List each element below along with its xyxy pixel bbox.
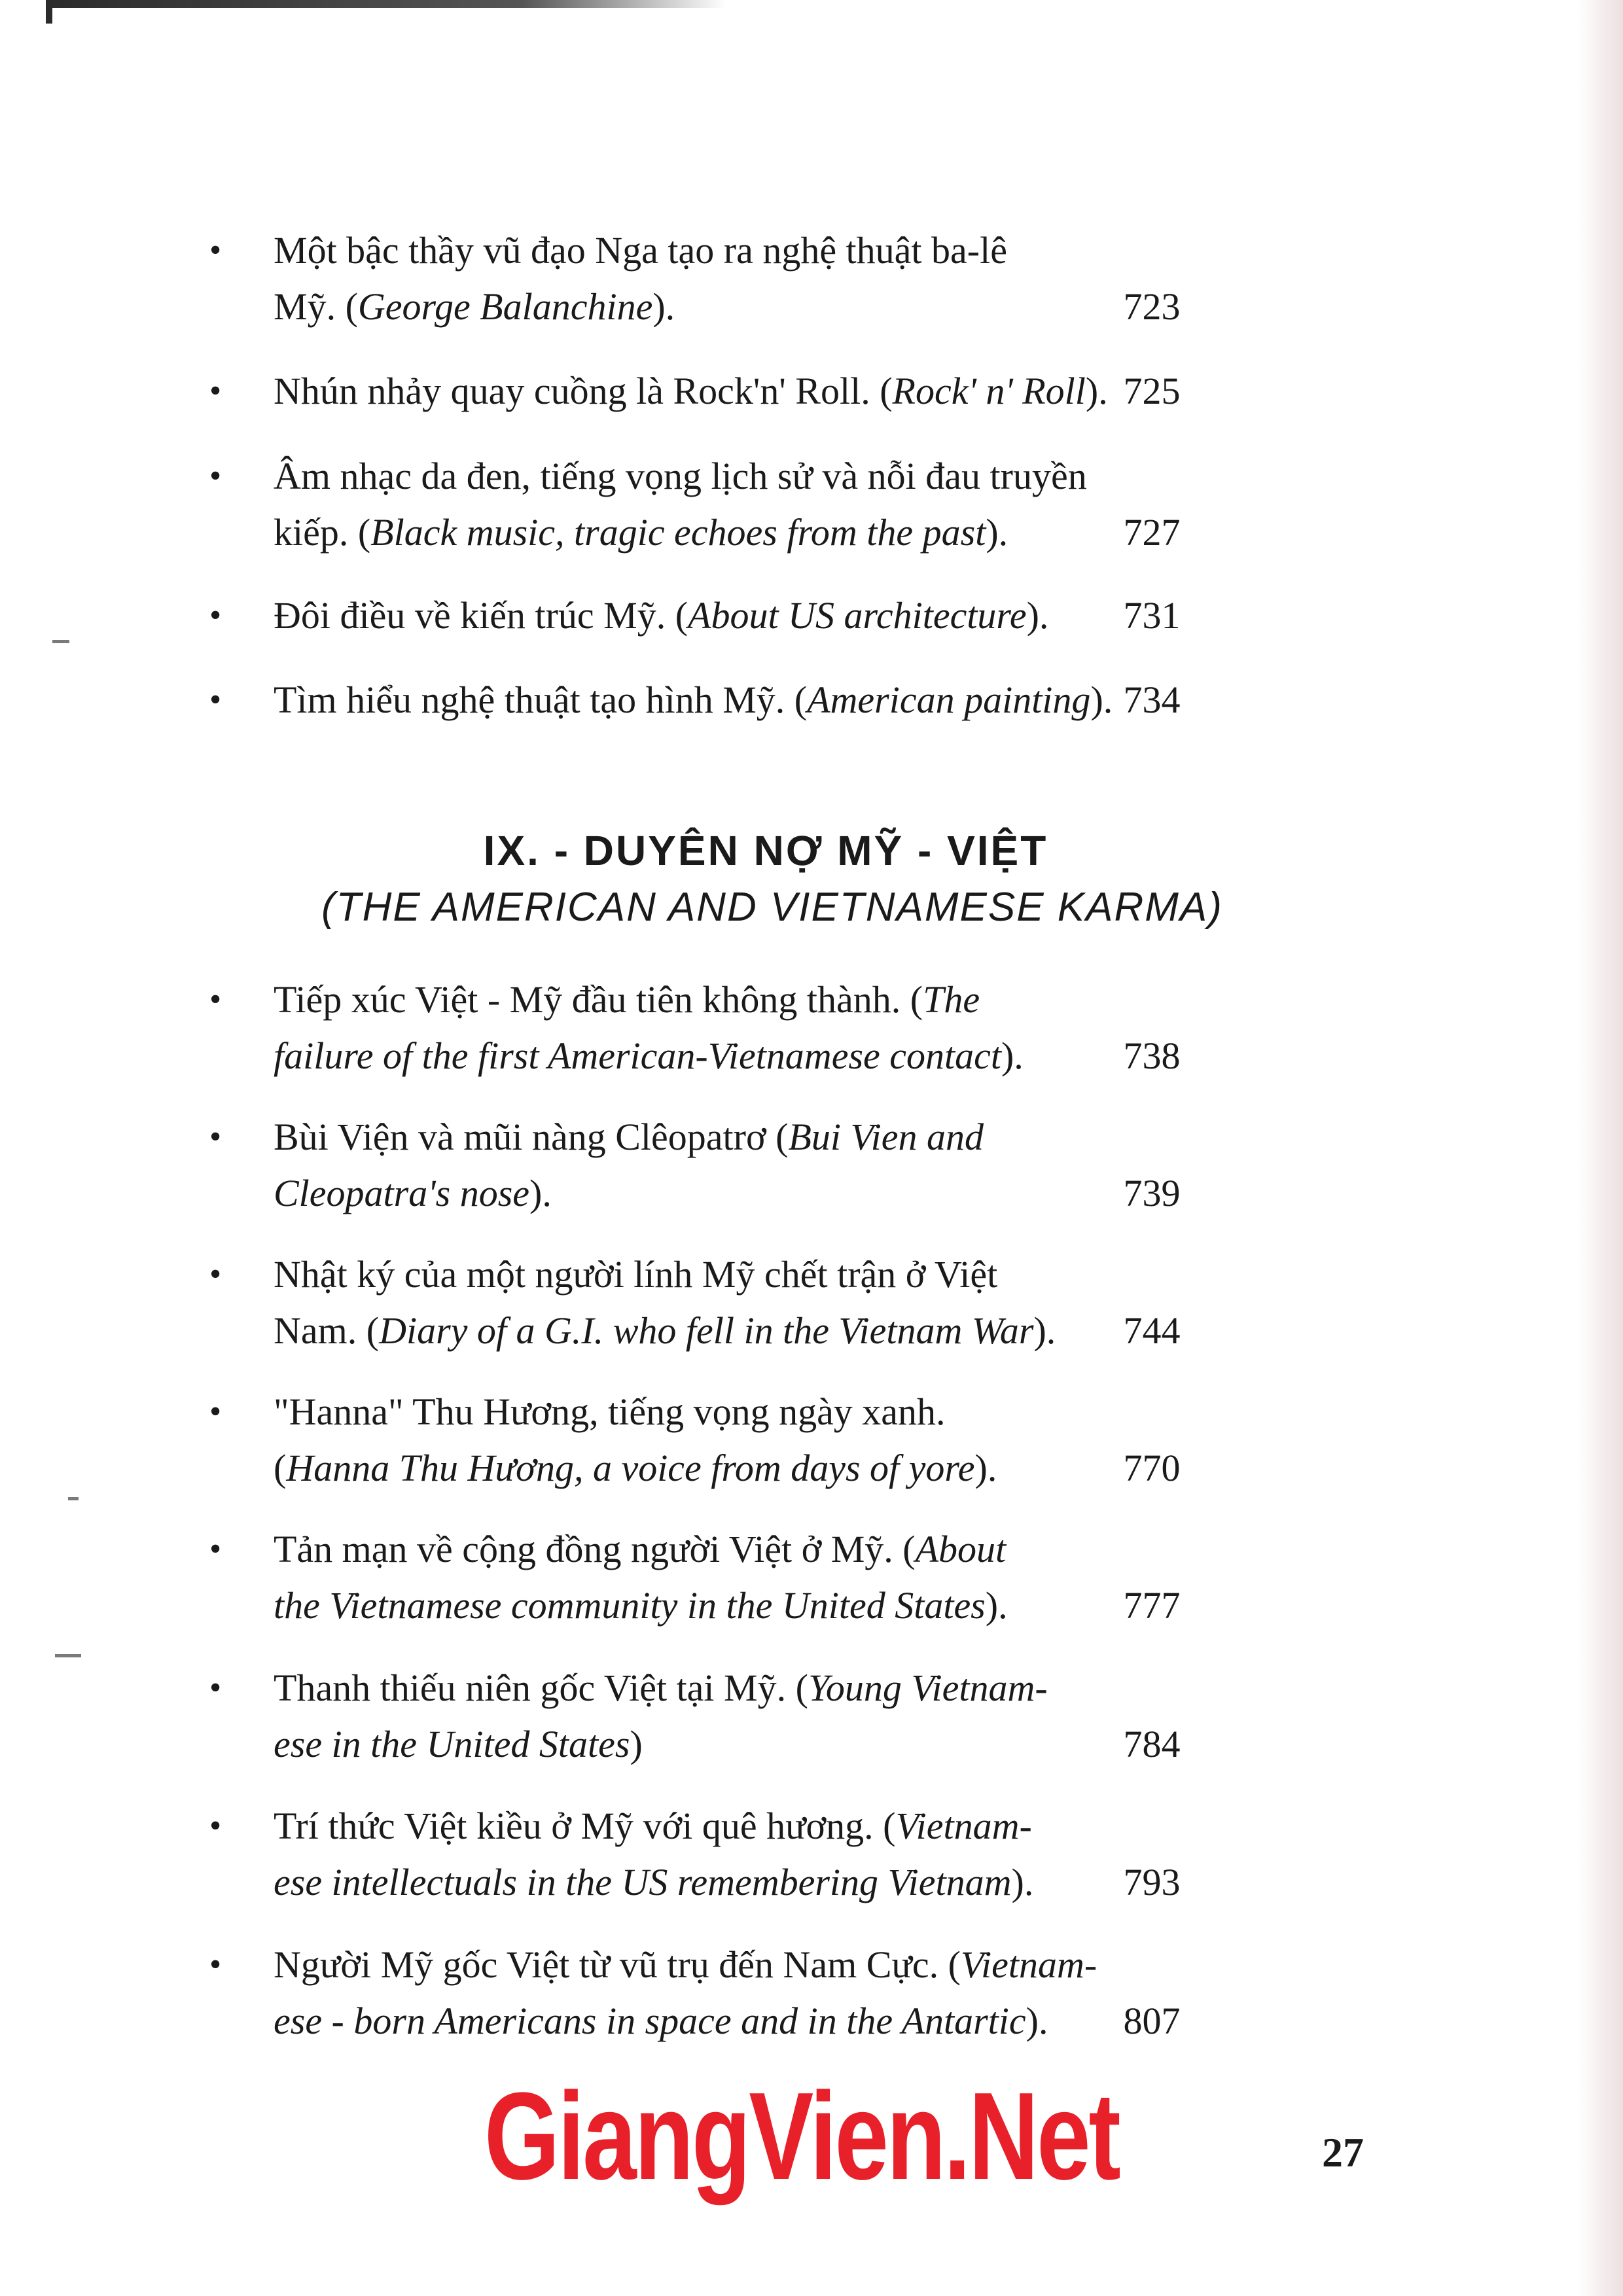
english-title: ese - born Americans in space and in the Antartic (274, 2000, 1026, 2042)
vietnamese-text: ). (652, 285, 675, 328)
toc-entry-text (274, 1660, 1203, 1773)
vietnamese-text: Tản mạn về cộng đồng người Việt ở Mỹ. ( (274, 1528, 916, 1570)
vietnamese-text: ( (274, 1447, 287, 1489)
section-title: IX. - DUYÊN NỢ MỸ - VIỆT (483, 827, 1048, 874)
toc-entry-text (274, 1798, 1203, 1911)
toc-page-number: 738 (1123, 1034, 1181, 1077)
vietnamese-text: Người Mỹ gốc Việt từ vũ trụ đến Nam Cực. ( (274, 1943, 961, 1986)
page-number: 27 (1322, 2129, 1364, 2176)
toc-entry-line (274, 279, 1203, 335)
english-title: Hanna Thu Hương, a voice from days of yore (286, 1447, 975, 1489)
toc-entry-line (274, 1578, 1203, 1634)
toc-page-number: 734 (1123, 679, 1181, 721)
toc-entry-line (274, 1440, 1203, 1496)
toc-entry-line (274, 1937, 1203, 1993)
toc-entry-line (274, 504, 1203, 561)
english-title: the Vietnamese community in the United States (274, 1584, 986, 1627)
toc-entry-line (274, 448, 1203, 504)
english-title: The (923, 978, 980, 1021)
vietnamese-text: ). (1026, 2000, 1048, 2042)
english-title: failure of the first American-Vietnamese contact (274, 1034, 1001, 1077)
vietnamese-text: ). (529, 1172, 552, 1214)
vietnamese-text: ). (974, 1447, 997, 1489)
toc-entry-text (274, 1246, 1203, 1359)
vietnamese-text: Nhún nhảy quay cuồng là Rock'n' Roll. ( (274, 370, 893, 412)
english-title: Vietnam- (895, 1805, 1032, 1847)
vietnamese-text: ) (630, 1723, 643, 1765)
bullet-icon: • (209, 232, 222, 269)
toc-page-number: 807 (1123, 2000, 1181, 2042)
toc-entry-line (274, 222, 1203, 279)
vietnamese-text: "Hanna" Thu Hương, tiếng vọng ngày xanh. (274, 1390, 946, 1433)
english-title: George Balanchine (357, 285, 653, 328)
toc-entry-line (274, 672, 1203, 728)
toc-page-number: 784 (1123, 1723, 1181, 1765)
vietnamese-text: ). (1085, 370, 1108, 412)
vietnamese-text: Đôi điều về kiến trúc Mỹ. ( (274, 594, 688, 637)
toc-page-number: 727 (1123, 511, 1181, 554)
vietnamese-text: Trí thức Việt kiều ở Mỹ với quê hương. ( (274, 1805, 896, 1847)
bullet-icon: • (209, 1393, 222, 1430)
vietnamese-text: Nhật ký của một người lính Mỹ chết trận ở Việt (274, 1253, 998, 1296)
english-title: Bui Vien and (788, 1116, 984, 1158)
vietnamese-text: Bùi Viện và mũi nàng Clêopatrơ ( (274, 1116, 789, 1158)
toc-page-number: 793 (1123, 1861, 1181, 1903)
english-title: About (915, 1528, 1007, 1570)
bullet-icon: • (209, 1669, 222, 1706)
toc-entry-text (274, 972, 1203, 1084)
toc-entry-text (274, 1937, 1203, 2049)
bullet-icon: • (209, 1530, 222, 1568)
bullet-icon: • (209, 1256, 222, 1293)
vietnamese-text: Tìm hiểu nghệ thuật tạo hình Mỹ. ( (274, 679, 808, 721)
toc-entry-text (274, 222, 1203, 335)
toc-page-number: 731 (1123, 594, 1181, 637)
toc-page-number: 777 (1123, 1584, 1181, 1627)
bullet-icon: • (209, 681, 222, 718)
vietnamese-text: ). (986, 511, 1008, 554)
english-title: Diary of a G.I. who fell in the Vietnam War (379, 1309, 1034, 1352)
english-title: Vietnam- (960, 1943, 1097, 1986)
toc-entry-line (274, 1384, 1203, 1440)
toc-page-number: 744 (1123, 1309, 1181, 1352)
vietnamese-text: ). (985, 1584, 1008, 1627)
vietnamese-text: ). (1090, 679, 1113, 721)
page-corner-edge (46, 0, 52, 24)
bullet-icon: • (209, 1807, 222, 1845)
bullet-icon: • (209, 457, 222, 495)
bullet-icon: • (209, 1118, 222, 1156)
toc-entry-line (274, 1854, 1203, 1911)
toc-page-number: 723 (1123, 285, 1181, 328)
vietnamese-text: Tiếp xúc Việt - Mỹ đầu tiên không thành. ( (274, 978, 923, 1021)
english-title: ese intellectuals in the US remembering Vietnam (274, 1861, 1012, 1903)
toc-entry-text (274, 588, 1203, 644)
toc-entry-line (274, 1165, 1203, 1222)
bullet-icon: • (209, 372, 222, 410)
toc-entry-line (274, 1109, 1203, 1165)
vietnamese-text: ). (1026, 594, 1049, 637)
vietnamese-text: Một bậc thầy vũ đạo Nga tạo ra nghệ thuật ba-lê (274, 229, 1007, 272)
vietnamese-text: Nam. ( (274, 1309, 380, 1352)
english-title: Rock' n' Roll (892, 370, 1086, 412)
toc-entry-line (274, 972, 1203, 1028)
vietnamese-text: Thanh thiếu niên gốc Việt tại Mỹ. ( (274, 1667, 808, 1709)
toc-page-number: 725 (1123, 370, 1181, 412)
vietnamese-text: ). (1001, 1034, 1024, 1077)
english-title: About US architecture (688, 594, 1027, 637)
english-title: Cleopatra's nose (274, 1172, 530, 1214)
margin-mark (68, 1497, 79, 1500)
margin-mark (55, 1654, 81, 1657)
toc-page-number: 739 (1123, 1172, 1181, 1214)
vietnamese-text: Âm nhạc da đen, tiếng vọng lịch sử và nỗi đau truyền (274, 455, 1087, 497)
toc-entry-line (274, 1660, 1203, 1716)
page-right-shadow (1577, 0, 1623, 2296)
toc-entry-line (274, 588, 1203, 644)
toc-entry-line (274, 1716, 1203, 1773)
english-title: Black music, tragic echoes from the past (370, 511, 986, 554)
toc-page-number: 770 (1123, 1447, 1181, 1489)
toc-entry-line (274, 1303, 1203, 1359)
english-title: Young Vietnam- (808, 1667, 1048, 1709)
toc-entry-line (274, 1798, 1203, 1854)
toc-entry-text (274, 1109, 1203, 1222)
toc-entry-line (274, 1028, 1203, 1084)
vietnamese-text: ). (1033, 1309, 1056, 1352)
english-title: ese in the United States (274, 1723, 630, 1765)
toc-entry-text (274, 1521, 1203, 1634)
toc-entry-line (274, 1993, 1203, 2049)
toc-entry-text (274, 672, 1203, 728)
bullet-icon: • (209, 597, 222, 634)
toc-entry-text (274, 363, 1203, 419)
vietnamese-text: ). (1011, 1861, 1034, 1903)
toc-entry-text (274, 448, 1203, 561)
section-subtitle: (THE AMERICAN AND VIETNAMESE KARMA) (321, 885, 1223, 930)
toc-entry-line (274, 363, 1203, 419)
margin-mark (52, 640, 69, 643)
bullet-icon: • (209, 981, 222, 1018)
vietnamese-text: kiếp. ( (274, 511, 371, 554)
toc-entry-line (274, 1521, 1203, 1578)
page-top-edge (46, 0, 726, 8)
toc-entry-text (274, 1384, 1203, 1496)
bullet-icon: • (209, 1946, 222, 1983)
english-title: American painting (807, 679, 1091, 721)
toc-entry-line (274, 1246, 1203, 1303)
watermark-logo: GiangVien.Net (484, 2067, 1119, 2206)
vietnamese-text: Mỹ. ( (274, 285, 358, 328)
